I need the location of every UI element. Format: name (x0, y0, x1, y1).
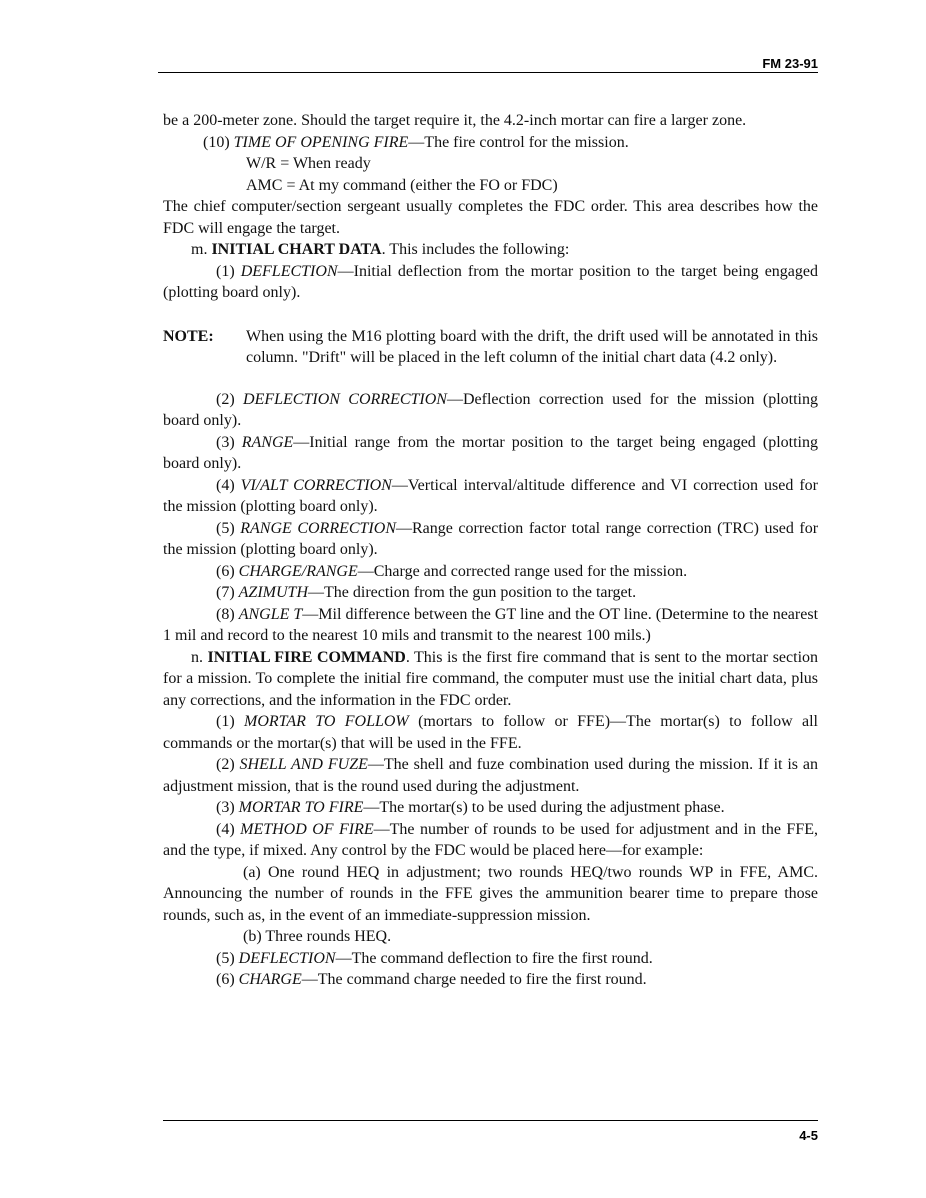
item-text: —The fire control for the mission. (408, 133, 629, 151)
item-text: —Initial range from the mortar position to the target being engaged (plotting board only). (163, 433, 819, 472)
item-number: (1) (216, 713, 244, 730)
section-title: INITIAL CHART DATA (211, 241, 382, 258)
item-text: —The number of rounds to be used for adjustment and in the FFE, and the type, if mixed. Any control by the FDC would be placed here—for example: (163, 820, 819, 859)
item-text: —The direction from the gun position to the target. (308, 584, 637, 601)
section-text: . This includes the following: (381, 241, 570, 258)
section-letter: m. (191, 241, 212, 258)
item-n5 (163, 948, 818, 970)
item-number: (5) (216, 949, 239, 967)
item-title: DEFLECTION (240, 262, 338, 280)
paragraph-chief-computer: The chief computer/section sergeant usually completes the FDC order. This area describes how the FDC will engage the target. (163, 198, 818, 237)
item-title: AZIMUTH (238, 584, 308, 601)
body-text (163, 110, 818, 991)
header-doc-id: FM 23-91 (762, 56, 818, 71)
item-title: RANGE CORRECTION (240, 519, 396, 537)
item-title: MORTAR TO FOLLOW (244, 713, 409, 730)
item-text: —Range correction factor total range correction (TRC) used for the mission (plotting board only). (163, 519, 819, 558)
paragraph-zone: be a 200-meter zone. Should the target require it, the 4.2-inch mortar can fire a larger zone. (163, 112, 747, 129)
item-n6 (163, 969, 818, 991)
item-m8 (163, 604, 818, 647)
item-title: DEFLECTION (238, 949, 336, 967)
item-title: RANGE (241, 433, 294, 451)
item-number: (3) (216, 433, 242, 451)
item-text: —The command charge needed to fire the first round. (301, 971, 647, 988)
subitem-n4b: (b) Three rounds HEQ. (243, 928, 392, 945)
item-m2 (163, 389, 818, 432)
item-m1 (163, 261, 818, 304)
item-n2 (163, 754, 818, 797)
item-n1 (163, 711, 818, 754)
item-title: ANGLE T (238, 605, 303, 623)
item-n4 (163, 819, 818, 862)
item-number: (7) (216, 584, 239, 601)
item-m5 (163, 518, 818, 561)
item-title: METHOD OF FIRE (240, 820, 374, 838)
item-title: TIME OF OPENING FIRE (233, 133, 409, 151)
footer-page-number: 4-5 (799, 1128, 818, 1143)
item-text: —Vertical interval/altitude difference and VI correction used for the mission (plotting board only). (163, 476, 819, 515)
section-m (163, 239, 818, 261)
note-text: When using the M16 plotting board with the drift, the drift used will be annotated in this column. "Drift" will be placed in the left column of the initial chart data (4.2 only). (246, 327, 818, 366)
header-rule (158, 72, 818, 73)
item-number: (4) (216, 820, 241, 838)
item-title: CHARGE (238, 971, 302, 988)
item-number: (6) (216, 971, 239, 988)
note-label: NOTE: (163, 327, 214, 345)
item-text: —The mortar(s) to be used during the adjustment phase. (363, 799, 725, 816)
note-block (163, 326, 818, 369)
section-letter: n. (191, 648, 208, 666)
item-number: (8) (216, 605, 239, 623)
item-text: —Deflection correction used for the mission (plotting board only). (163, 390, 819, 429)
item-m4 (163, 475, 818, 518)
line-amc: AMC = At my command (either the FO or FDC) (246, 176, 558, 194)
item-text: (mortars to follow or FFE)—The mortar(s) to follow all commands or the mortar(s) that will be used in the FFE. (163, 713, 819, 752)
item-text: —Initial deflection from the mortar position to the target being engaged (plotting board only). (163, 262, 819, 301)
subitem-n4a: (a) One round HEQ in adjustment; two rounds HEQ/two rounds WP in FFE, AMC. Announcing the number of rounds in the FFE gives the ammunition bearer time to prepare those rounds, such as, in the event of an immediate-suppression mission. (163, 863, 818, 924)
item-m6 (163, 561, 818, 583)
item-title: SHELL AND FUZE (239, 756, 368, 773)
item-text: —Mil difference between the GT line and the OT line. (Determine to the nearest 1 mil and record to the nearest 10 mils and transmit to the nearest 100 mils.) (163, 605, 819, 644)
item-title: VI/ALT CORRECTION (240, 476, 392, 494)
line-wr: W/R = When ready (246, 155, 371, 172)
item-number: (4) (216, 476, 241, 494)
section-text: . This is the first fire command that is sent to the mortar section for a mission. To complete the initial fire command, the computer must use the initial chart data, plus any corrections, and the information in the FDC order. (163, 648, 819, 709)
item-number: (2) (216, 390, 244, 408)
section-n (163, 647, 818, 712)
item-number: (6) (216, 562, 239, 580)
item-number: (1) (216, 262, 241, 280)
item-time-of-opening-fire (163, 132, 818, 154)
section-title: INITIAL FIRE COMMAND (207, 648, 406, 666)
item-number: (3) (216, 799, 239, 816)
item-text: —The command deflection to fire the first round. (335, 949, 653, 967)
footer-rule (163, 1120, 818, 1121)
item-number: (10) (203, 133, 234, 151)
item-title: DEFLECTION CORRECTION (243, 390, 447, 408)
item-m7 (163, 582, 818, 604)
item-text: —Charge and corrected range used for the mission. (357, 562, 688, 580)
item-title: CHARGE/RANGE (238, 562, 358, 580)
item-number: (5) (216, 519, 241, 537)
item-m3 (163, 432, 818, 475)
item-text: —The shell and fuze combination used during the mission. If it is an adjustment mission, that is the round used during the adjustment. (163, 756, 819, 795)
item-number: (2) (216, 756, 240, 773)
item-title: MORTAR TO FIRE (238, 799, 364, 816)
item-n3 (163, 797, 818, 819)
